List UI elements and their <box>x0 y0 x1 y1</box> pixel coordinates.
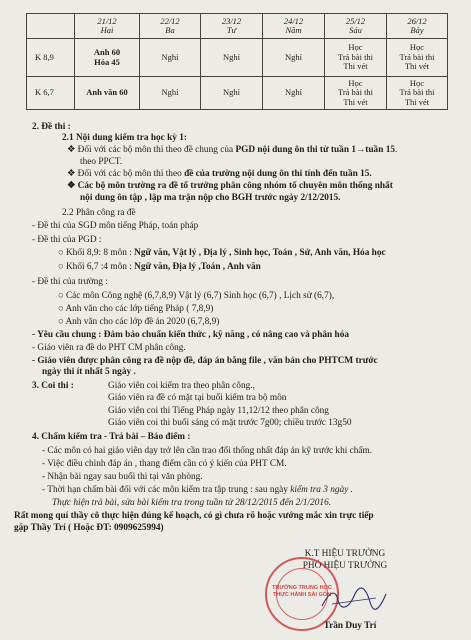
bullet-continuation: theo PPCT. <box>80 157 123 167</box>
table-cell: Anh 60 Hóa 45 <box>75 39 140 77</box>
section-2-heading: 2. Đề thi : <box>32 122 71 132</box>
list-item: - Đề thi của SGD môn tiếng Pháp, toán pháp <box>32 221 199 231</box>
bullet-continuation: nội dung ôn tập , lập ma trận nộp cho BGH trước ngày 2/12/2015. <box>80 193 341 203</box>
signer-name: Trần Duy Trí <box>323 621 377 631</box>
table-cell: Anh văn 60 <box>75 77 140 110</box>
circle-bullet-icon: ○ <box>58 291 66 301</box>
list-item: - Thời hạn chấm bài đối với các môn kiểm tra tập trung : sau ngày kiểm tra 3 ngày . <box>42 485 353 495</box>
list-item: - Đề thi của PGD : <box>32 235 102 245</box>
stamp-text: TRƯỜNG TRUNG HỌC THỰC HÀNH SÀI GÒN <box>272 585 332 598</box>
list-item: - Giáo viên ra đề do PHT CM phân công. <box>32 343 186 353</box>
header-cell: 24/12 Năm <box>263 14 325 39</box>
class-cell: K 6,7 <box>27 77 75 110</box>
table-cell: Nghỉ <box>140 77 201 110</box>
list-item: ○ Khối 6,7 :4 môn : Ngữ văn, Địa lý ,Toán , Anh văn <box>58 262 261 272</box>
table-cell: Nghỉ <box>201 39 263 77</box>
table-cell: Nghỉ <box>140 39 201 77</box>
list-item: ○ Anh văn cho các lớp tiếng Pháp ( 7,8,9) <box>58 304 214 314</box>
table-cell: Học Trả bài thi Thi vét <box>325 77 387 110</box>
table-cell: Nghỉ <box>201 77 263 110</box>
bullet-item: ❖ Đối với các bộ môn thi theo đề chung của PGD nội dung ôn thi từ tuần 1→tuần 15. <box>67 145 398 155</box>
list-item-continuation: ngày thi ít nhất 5 ngày . <box>42 367 136 377</box>
list-item: - Nhận bài ngay sau buổi thi tại văn phòng. <box>42 472 203 482</box>
bullet-item: ❖ Các bộ môn trường ra đề tổ trưởng phân công nhóm tổ chuyên môn thống nhất <box>67 181 393 191</box>
subsection-2-1-title: 2.1 Nội dung kiểm tra học kỳ 1: <box>62 133 187 143</box>
list-item: - Đề thi của trường : <box>32 277 108 287</box>
text-line: Thực hiện trả bài, sửa bài kiểm tra trong tuần từ 28/12/2015 đến 2/1/2016. <box>52 498 332 508</box>
circle-bullet-icon: ○ <box>58 248 66 258</box>
arrow-icon: → <box>355 145 366 155</box>
class-cell: K 8,9 <box>27 39 75 77</box>
list-item: - Giáo viên được phân công ra đề nộp đề, đáp án bằng file , văn bản cho PHTCM trước <box>32 356 378 366</box>
text-line: Giáo viên coi thi Tiếng Pháp ngày 11,12/12 theo phân công <box>108 406 329 416</box>
bullet-icon: ❖ <box>67 169 78 179</box>
circle-bullet-icon: ○ <box>58 304 66 314</box>
header-cell: 22/12 Ba <box>140 14 201 39</box>
list-item: - Các môn có hai giáo viên dạy trở lên cần trao đổi thống nhất đáp án kỹ trước khi chấm. <box>42 446 373 456</box>
circle-bullet-icon: ○ <box>58 262 66 272</box>
text-line: Giáo viên coi thi buổi sáng có mặt trước 7g00; chiều trước 13g50 <box>108 418 352 428</box>
subsection-2-2-title: 2.2 Phân công ra đề <box>62 208 136 218</box>
closing-note: Rất mong quí thầy cô thực hiện đúng kế hoạch, có gì chưa rõ hoặc vướng mắc xin trực tiếp <box>14 511 374 521</box>
circle-bullet-icon: ○ <box>58 317 66 327</box>
header-cell: 25/12 Sáu <box>325 14 387 39</box>
list-item: - Yêu cầu chung : Đảm bảo chuẩn kiến thức , kỹ năng , có nâng cao và phân hóa <box>32 330 350 340</box>
header-cell: 23/12 Tư <box>201 14 263 39</box>
bullet-icon: ❖ <box>67 145 78 155</box>
header-cell: 21/12 Hai <box>75 14 140 39</box>
table-cell: Học Trả bài thi Thi vét <box>325 39 387 77</box>
signature-title: K.T HIỆU TRƯỞNG <box>304 549 386 559</box>
bullet-icon: ❖ <box>67 181 78 191</box>
table-cell: Nghỉ <box>263 77 325 110</box>
table-cell: Nghỉ <box>263 39 325 77</box>
handwritten-signature <box>318 586 388 612</box>
text-line: Giáo viên ra đề có mặt tại buổi kiểm tra bộ môn <box>108 393 287 403</box>
section-4-heading: 4. Chấm kiểm tra - Trả bài – Báo điểm : <box>32 432 191 442</box>
closing-note: gặp Thầy Trí ( Hoặc ĐT: 0909625994) <box>14 523 164 533</box>
list-item: ○ Khối 8,9: 8 môn : Ngữ văn, Vật lý , Địa lý , Sinh học, Toán , Sử, Anh văn, Hóa học <box>58 248 386 258</box>
signature-subtitle: PHÓ HIỆU TRƯỞNG <box>302 561 388 571</box>
text-line: Giáo viên coi kiểm tra theo phân công., <box>108 381 255 391</box>
list-item: ○ Các môn Công nghệ (6,7,8,9) Vật lý (6,7) Sinh học (6,7) , Lịch sử (6,7), <box>58 291 335 301</box>
list-item: - Việc điều chỉnh đáp án , thang điểm cần có ý kiến của PHT CM. <box>42 459 287 469</box>
table-cell: Học Trả bài thi Thi vét <box>387 77 448 110</box>
section-3-heading: 3. Coi thi : <box>32 381 74 391</box>
table-cell: Học Trả bài thi Thi vét <box>387 39 448 77</box>
list-item: ○ Anh văn cho các lớp đề án 2020 (6,7,8,9) <box>58 317 220 327</box>
bullet-item: ❖ Đối với các bộ môn thi theo đề của trường nội dung ôn thi tính đến tuần 15. <box>67 169 372 179</box>
header-cell: 26/12 Bảy <box>387 14 448 39</box>
